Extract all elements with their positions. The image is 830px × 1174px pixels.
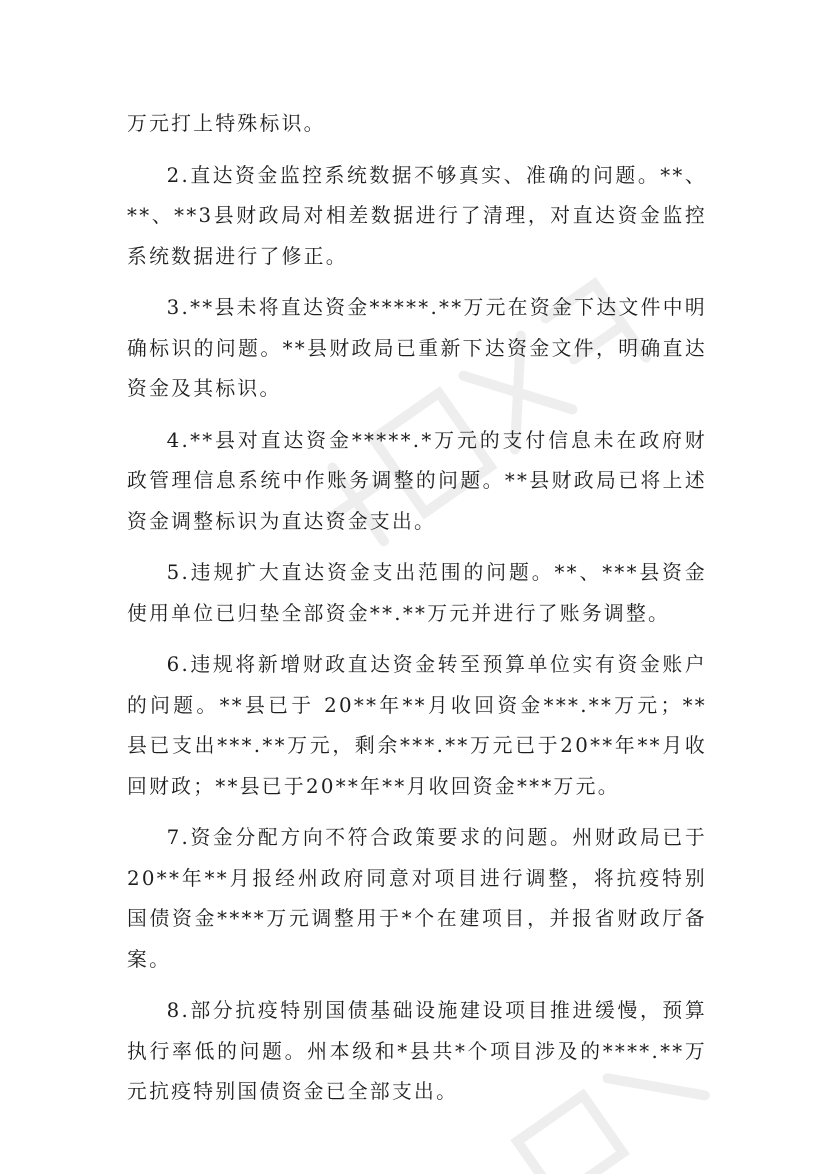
paragraph-continuation: 万元打上特殊标识。 [127,112,326,135]
paragraph-item-3: 3.**县未将直达资金*****.**万元在资金下达文件中明确标识的问题。**县财政局已重新下达资金文件，明确直达资金及其标识。 [127,296,707,400]
paragraph-item-5: 5.违规扩大直达资金支出范围的问题。**、***县资金使用单位已归垫全部资金**.**万元并进行了账务调整。 [127,561,707,625]
paragraph-item-7: 7.资金分配方向不符合政策要求的问题。州财政局已于20**年**月报经州政府同意对项目进行调整，将抗疫特别国债资金****万元调整用于*个在建项目，并报省财政厅备案。 [127,826,707,971]
paragraph-item-4: 4.**县对直达资金*****.*万元的支付信息未在政府财政管理信息系统中作账务调整的问题。**县财政局已将上述资金调整标识为直达资金支出。 [127,428,707,533]
paragraph-item-8: 8.部分抗疫特别国债基础设施建设项目推进缓慢，预算执行率低的问题。州本级和*县共*个项目涉及的****.**万元抗疫特别国债资金已全部支出。 [127,999,707,1103]
paragraph-item-2: 2.直达资金监控系统数据不够真实、准确的问题。**、**、**3县财政局对相差数据进行了清理，对直达资金监控系统数据进行了修正。 [127,163,707,268]
document-body [127,104,707,1124]
paragraph-item-6: 6.违规将新增财政直达资金转至预算单位实有资金账户的问题。**县已于 20**年**月收回资金***.**万元；**县已支出***.**万元，剩余***.**万元已于20**年**月收回财政；**县已于20**年**月收回资金***万元。 [127,653,707,798]
